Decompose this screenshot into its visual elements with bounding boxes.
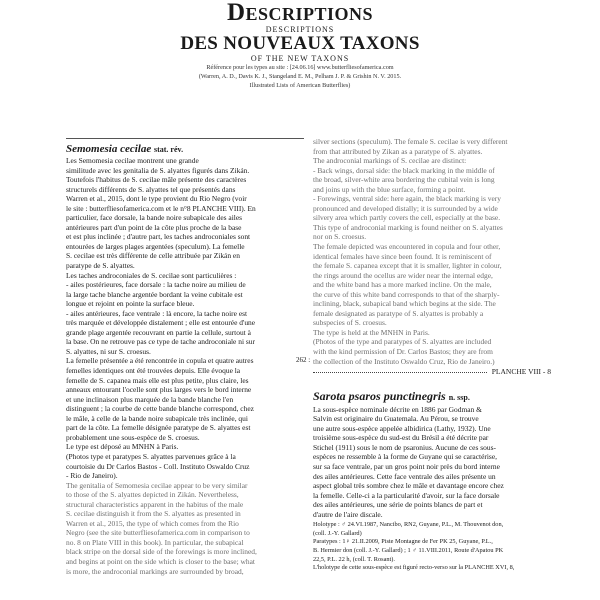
text-line: - Forewings, ventral side: here again, the black marking is very bbox=[313, 194, 501, 204]
text-line: Les Semomesia cecilae montrent une grande bbox=[66, 156, 199, 165]
text-line: une autre sous-espèce appelée albidirica (Lathy, 1932). Une bbox=[313, 423, 491, 433]
text-line: and joins up with the blue surface, forming a point. bbox=[313, 184, 466, 194]
text-line: S. alyattes, ni sur S. croesus. bbox=[66, 346, 151, 356]
text-line: Toutefois l'habitus de S. cecilae mâle présente des caractères bbox=[66, 175, 247, 185]
text-line: female designated as paratype of S. alyattes is probably a bbox=[313, 308, 484, 318]
left-column bbox=[66, 138, 304, 576]
text-line: identical females have since been found. It is reminiscent of bbox=[313, 251, 492, 261]
text-line: très marquée et développée distalement ; elle est entourée d'une bbox=[66, 318, 256, 328]
text-line: (Photos type et paratypes S. alyattes parvenues grâce à la bbox=[66, 451, 236, 461]
text-line: anneaux entourant l'ocelle sont plus larges vers le bord interne bbox=[66, 385, 252, 395]
text-line: no. 8 on Plate VIII in this book). In particular, the subapical bbox=[66, 537, 244, 547]
right-column bbox=[313, 137, 551, 573]
text-line: is more, the androconial markings are surrounded by broad, bbox=[66, 566, 244, 576]
text-line: d'autre de l'aire discale. bbox=[313, 509, 383, 519]
text-line: troisième sous-espèce du sud-est du Brésil a été décrite par bbox=[313, 433, 489, 443]
text-line: to those of the S. alyattes depicted in Zikán. Nevertheless, bbox=[66, 490, 239, 500]
text-line: part de la côte. La femelle désignée paratype de S. alyattes est bbox=[66, 423, 251, 433]
text-line: et une inclinaison plus marquée de la bande blanche l'en bbox=[66, 394, 234, 404]
text-line: espèces ne ressemble à la forme de Guyane qui se caractérise, bbox=[313, 452, 497, 462]
text-line: femelles identiques ont été trouvées depuis. Elle évoque la bbox=[66, 366, 241, 376]
species-2-name: Sarota psaros punctinegris bbox=[313, 388, 446, 403]
dotted-leader bbox=[313, 372, 487, 373]
text-line: courtoisie du Dr Carlos Bastos - Coll. Instituto Oswaldo Cruz bbox=[66, 461, 250, 471]
text-line: entourées de larges plages argentées (speculum). La femelle bbox=[66, 241, 245, 251]
text-line: femelle de S. capanea mais elle est plus petite, plus claire, les bbox=[66, 375, 249, 385]
text-line: structural characteristics apparent in the habitus of the male bbox=[66, 499, 244, 509]
text-line: la base. On ne retrouve pas ce type de tache androconiale ni sur bbox=[66, 337, 255, 347]
text-line: This type of androconial marking is found neither on S. alyattes bbox=[313, 222, 503, 232]
text-line: subspecies of S. croesus. bbox=[313, 318, 387, 328]
text-line: Warren et al., 2015, the type of which comes from the Rio bbox=[66, 518, 239, 528]
species-2-block bbox=[313, 389, 551, 573]
text-line: S. cecilae distinguish it from the S. alyattes as presented in bbox=[66, 509, 241, 519]
text-line: the broad, silver-white area bordering the cubital vein is long bbox=[313, 175, 495, 185]
text-line: The type is held at the MNHN in Paris. bbox=[313, 327, 430, 337]
text-line: the female S. capanea except that it is smaller, lighter in colour, bbox=[313, 261, 502, 271]
text-line: Paratypes : 1♀ 21.II.2009, Piste Montagne de Fer PK 25, Guyane, P.L., bbox=[313, 538, 493, 546]
page-header bbox=[0, 0, 600, 90]
text-line: The androconial markings of S. cecilae are distinct: bbox=[313, 156, 467, 166]
text-line: des ailes antérieures. Cette face ventrale des ailes présente un bbox=[313, 471, 496, 481]
species-2-title bbox=[313, 389, 551, 405]
text-line: nor on S. croesus. bbox=[313, 232, 367, 242]
text-line: longue et rejoint en pointe la surface bleue. bbox=[66, 299, 195, 309]
text-line: Stichel (1911) sous le nom de psaronius. Aucune de ces sous- bbox=[313, 442, 496, 452]
text-line: - ailes postérieures, face dorsale : la tache noire au milieu de bbox=[66, 280, 246, 290]
text-line: Negro (see the site butterfliesofamerica.com in comparison to bbox=[66, 528, 250, 538]
text-line: the curve of this white band corresponds to that of the sharply- bbox=[313, 289, 500, 299]
reference-line-1: Référence pour les types au site : [24.06.16] www.butterfliesofamerica.com bbox=[206, 64, 394, 71]
species-title bbox=[66, 138, 304, 156]
text-line: la large tache blanche argentée bordant la veine cubitale est bbox=[66, 289, 243, 299]
text-line: the collection of the Instituto Oswaldo Cruz, Rio de Janeiro.) bbox=[313, 356, 495, 366]
text-line: La sous-espèce nominale décrite en 1886 par Godman & bbox=[313, 404, 482, 414]
text-line: pronounced and developed distally; it is surrounded by a wide bbox=[313, 203, 498, 213]
text-line: the rings around the ocellus are wider near the internal edge, bbox=[313, 270, 493, 280]
text-line: from that attributed by Zikan as a paratype of S. alyattes. bbox=[313, 146, 483, 156]
text-line: The female depicted was encountered in copula and four other, bbox=[313, 242, 501, 252]
text-line: Le type est déposé au MNHN à Paris. bbox=[66, 442, 179, 452]
text-line: - ailes antérieures, face ventrale : là encore, la tache noire est bbox=[66, 308, 248, 318]
text-line: distinguent ; la courbe de cette bande blanche correspond, chez bbox=[66, 404, 254, 414]
text-line: et est plus inclinée ; d'autre part, les taches androconiales sont bbox=[66, 232, 251, 242]
text-line: - Rio de Janeiro). bbox=[66, 471, 118, 481]
text-line: particulier, face dorsale, la bande noire subapicale des ailes bbox=[66, 213, 243, 223]
text-line: B. Hermier don (coll. J.-Y. Gallard) ; 1 ♂ 11.VIII.2011, Route d'Apatou PK bbox=[313, 547, 504, 555]
text-line: and begins at point on the side which is closer to the base; what bbox=[66, 556, 255, 566]
text-line: Salvin est originaire du Guatemala. Au Pérou, se trouve bbox=[313, 414, 479, 424]
text-line: paratype de S. alyattes. bbox=[66, 261, 135, 271]
species-2-status: n. ssp. bbox=[448, 392, 470, 402]
text-line: - Back wings, dorsal side: the black marking in the middle of bbox=[313, 165, 495, 175]
text-line: Les taches androconiales de S. cecilae sont particulières : bbox=[66, 270, 237, 280]
text-line: La femelle présentée a été rencontrée in copula et quatre autres bbox=[66, 356, 254, 366]
text-line: grande plage argentée recouvrant en partie la cellule, surtout à bbox=[66, 327, 251, 337]
species-name: Semomesia cecilae bbox=[66, 143, 152, 155]
species-status: stat. rév. bbox=[153, 145, 184, 154]
plate-reference bbox=[313, 367, 551, 377]
text-line: silver sections (speculum). The female S. cecilae is very different bbox=[313, 137, 508, 146]
text-line: S. cecilae est très différente de celle attribuée par Zikán en bbox=[66, 251, 240, 261]
text-line: similitude avec les genitalia de S. alyattes figurés dans Zikán. bbox=[66, 165, 250, 175]
main-subtitle: DESCRIPTIONS bbox=[265, 25, 335, 34]
holotype-note: L'holotype de cette sous-espèce est figuré recto-verso sur la PLANCHE XVI, 8, bbox=[313, 564, 515, 572]
text-line: 22,5, P.L. 22 h, (coll. T. Rosant). bbox=[313, 555, 395, 563]
text-line: with the kind permission of Dr. Carlos Bastos; they are from bbox=[313, 347, 493, 357]
text-line: (coll. J.-Y. Gallard) bbox=[313, 529, 362, 537]
text-line: structurels différents de S. alyattes tel que présentés dans bbox=[66, 184, 236, 194]
text-line: Warren et al., 2015, dont le type provient du Rio Negro (voir bbox=[66, 194, 247, 204]
reference-line-2: (Warren, A. D., Davis K. J., Stangeland E. M., Pelham J. P. & Grishin N. V. 2015. bbox=[198, 73, 402, 80]
english-description-continued bbox=[313, 137, 551, 366]
text-line: (Photos of the type and paratypes of S. alyattes are included bbox=[313, 337, 492, 347]
text-line: black stripe on the dorsal side of the forewings is more inclined, bbox=[66, 547, 257, 557]
text-line: la femelle. Celle-ci a la particularité d'avoir, sur la face dorsale bbox=[313, 490, 500, 500]
text-line: aspect global très sombre chez le mâle et davantage encore chez bbox=[313, 481, 504, 491]
text-line: antérieures part d'un point de la côte plus proche de la base bbox=[66, 222, 242, 232]
text-line: inclining, black, subapical band which begins at the side. The bbox=[313, 299, 496, 309]
main-title: Descriptions bbox=[226, 0, 374, 26]
secondary-title: DES NOUVEAUX TAXONS bbox=[180, 33, 420, 54]
text-line: The genitalia of Semomesia cecilae appear to be very similar bbox=[66, 480, 248, 490]
text-line: silvery area which partly covers the cell, especially at the base. bbox=[313, 213, 501, 223]
english-description bbox=[66, 481, 304, 576]
text-line: probablement une sous-espèce de S. croesus. bbox=[66, 432, 200, 442]
text-line: le mâle, à celle de la bande noire subapicale très inclinée, qui bbox=[66, 413, 248, 423]
text-line: des ailes antérieures, une série de points blancs de part et bbox=[313, 500, 483, 510]
reference-line-3: Illustrated Lists of American Butterflies) bbox=[249, 82, 351, 89]
species-2-description bbox=[313, 405, 551, 520]
text-line: and the white band has a more marked incline. On the male, bbox=[313, 280, 492, 290]
secondary-subtitle: OF THE NEW TAXONS bbox=[250, 54, 350, 63]
plate-label: PLANCHE VIII - 8 bbox=[489, 367, 551, 376]
type-material bbox=[313, 521, 551, 564]
text-line: le site : butterfliesofamerica.com et le n°8 PLANCHE VIII). En bbox=[66, 203, 256, 213]
text-line: Holotype : ♂ 24.VI.1987, Nancibo, RN2, Guyane, P.L., M. Thouvenot don, bbox=[313, 521, 504, 529]
french-description bbox=[66, 156, 304, 481]
page-marker: 262 : bbox=[296, 356, 311, 364]
text-line: sur sa face ventrale, par un gros point noir près du bord interne bbox=[313, 461, 500, 471]
